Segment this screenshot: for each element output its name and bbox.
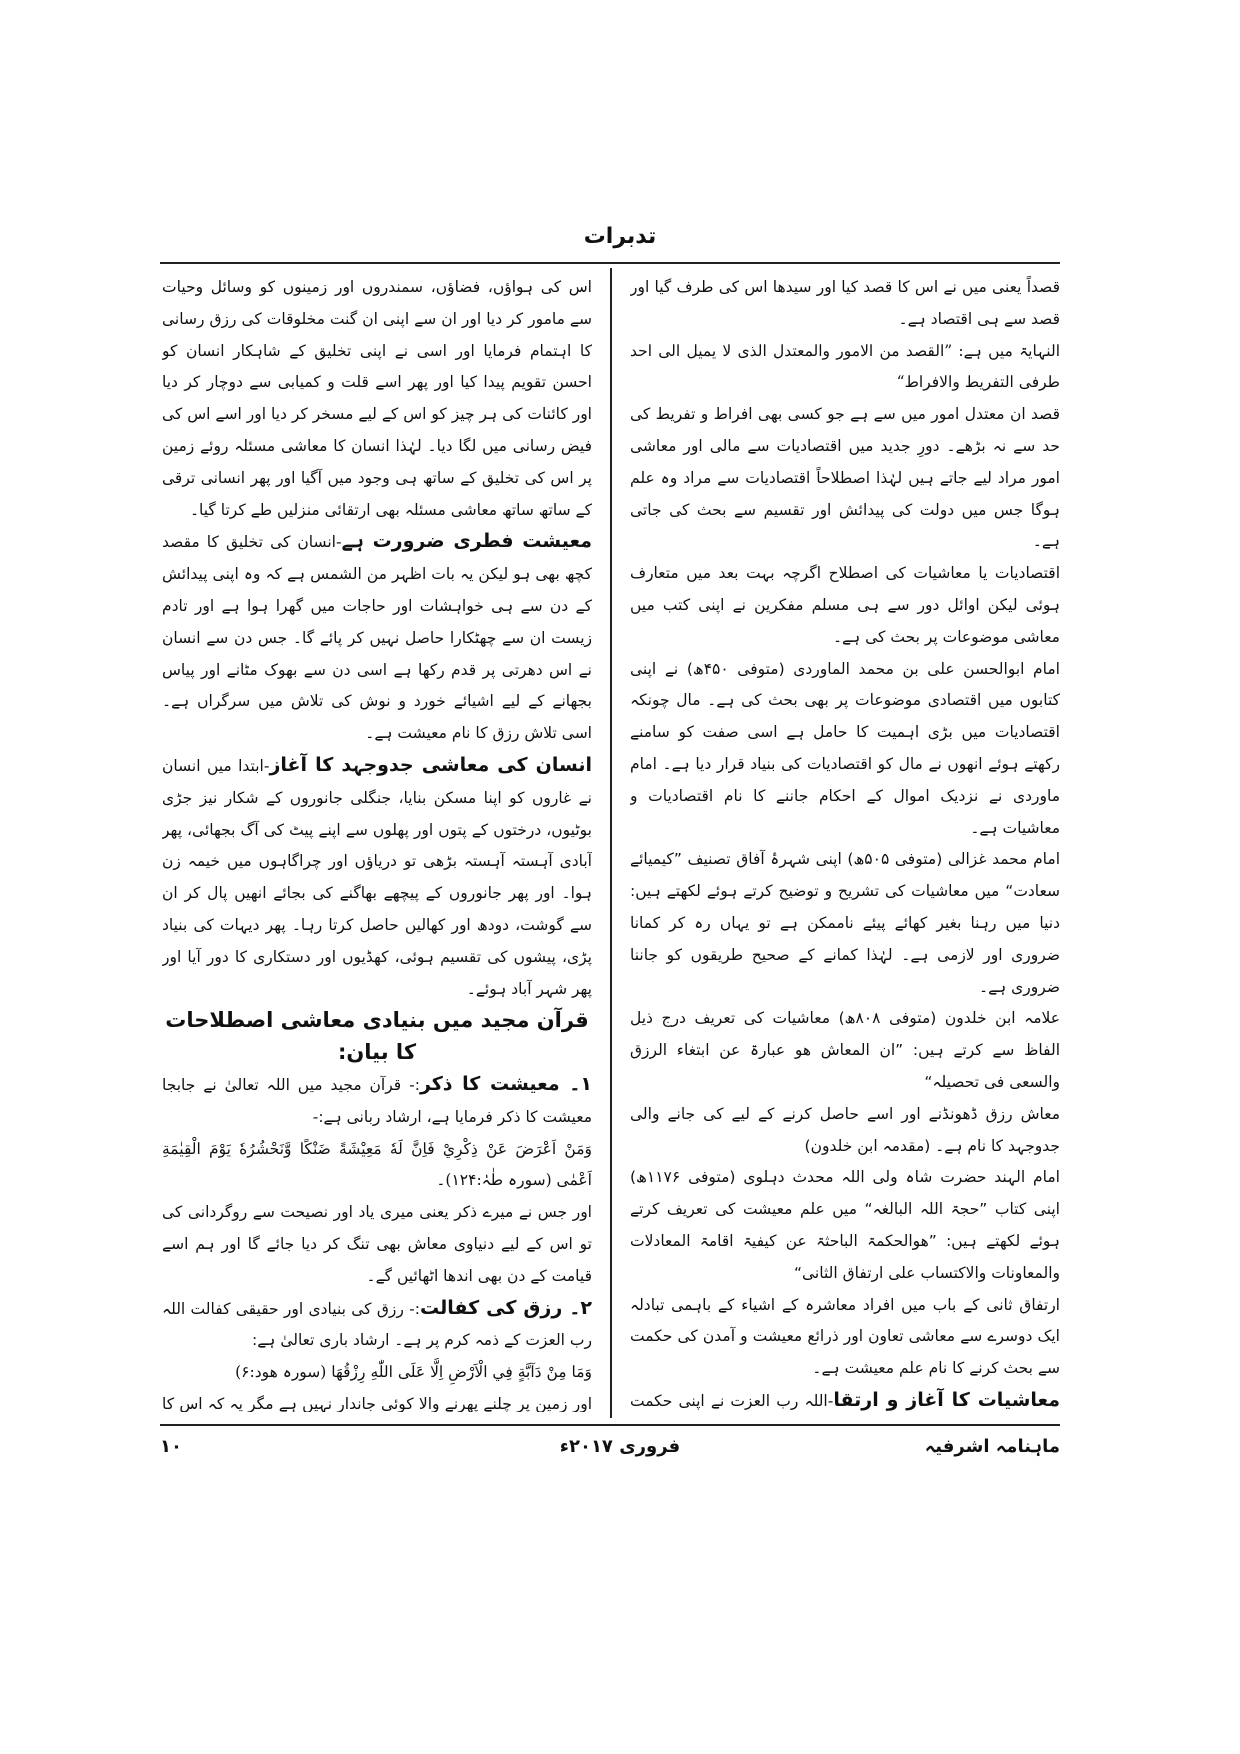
right-column: [630, 272, 1060, 1412]
paragraph: امام محمد غزالی (متوفی ۵۰۵ھ) اپنی شہرۂ آفاق تصنیف ”کیمیائے سعادت“ میں معاشیات کی تشریح و توضیح کرتے ہوئے لکھتے ہیں: دنیا میں رہنا بغیر کھائے پیئے ناممکن ہے تو یہاں رہ کر کمانا ضروری اور لازمی ہے۔ لہٰذا کمانے کے صحیح طریقوں کو جاننا ضروری ہے۔: [630, 850, 1060, 996]
paragraph-text: -انسان کی تخلیق کا مقصد کچھ بھی ہو لیکن یہ بات اظہر من الشمس ہے کہ وہ اپنی پیدائش کے دن سے ہی خواہشات اور حاجات میں گھرا ہوا ہے اور تادم زیست ان سے چھٹکارا حاصل نہیں کر پائے گا۔ جس دن سے انسان نے اس دھرتی پر قدم رکھا ہے اسی دن سے بھوک مٹانے اور پیاس بجھانے کے لیے اشیائے خورد و نوش کی تلاش میں سرگراں ہے۔ اسی تلاش رزق کا نام معیشت ہے۔: [162, 533, 592, 743]
main-section-heading: قرآن مجید میں بنیادی معاشی اصطلاحات کا بیان:: [165, 1008, 589, 1065]
paragraph: معاش رزق ڈھونڈنے اور اسے حاصل کرنے کے لیے کی جانے والی جدوجہد کا نام ہے۔ (مقدمہ ابن خلدون): [630, 1104, 1060, 1155]
quran-verse: وَمَا مِنْ دَآبَّةٍ فِي الْاَرْضِ اِلَّا عَلَى اللّٰهِ رِزْقُهَا (سورہ ھود:۶): [235, 1363, 592, 1382]
paragraph: قصداً یعنی میں نے اس کا قصد کیا اور سیدھا اس کی طرف گیا اور قصد سے ہی اقتصاد ہے۔: [630, 278, 1060, 328]
section-heading: معاشیات کا آغاز و ارتقا: [833, 1388, 1060, 1411]
issue-date: فروری ۲۰۱۷ء: [559, 1436, 681, 1457]
paragraph: [162, 1293, 592, 1358]
paragraph-text: :- رزق کی بنیادی اور حقیقی کفالت اللہ رب العزت کے ذمہ کرم پر ہے۔ ارشاد باری تعالیٰ ہے:: [162, 1299, 592, 1350]
paragraph: اقتصادیات یا معاشیات کی اصطلاح اگرچہ بہت بعد میں متعارف ہوئی لیکن اوائل دور سے ہی مسلم مفکرین نے اپنی کتب میں معاشی موضوعات پر بحث کی ہے۔: [630, 564, 1060, 646]
paragraph: النہایۃ میں ہے: ”القصد من الامور والمعتدل الذی لا یمیل الی احد طرفی التفریط والافراط“: [630, 341, 1060, 392]
paragraph: علامہ ابن خلدون (متوفی ۸۰۸ھ) معاشیات کی تعریف درج ذیل الفاظ سے کرتے ہیں: ”ان المعاش ھو عبارۃ عن ابتغاء الرزق والسعی فی تحصیلہ“: [630, 1009, 1060, 1091]
paragraph: امام ابوالحسن علی بن محمد الماوردی (متوفی ۴۵۰ھ) نے اپنی کتابوں میں اقتصادی موضوعات پر بھی بحث کی ہے۔ مال چونکہ اقتصادیات میں بڑی اہمیت کا حامل ہے اسی صفت کو سامنے رکھتے ہوئے انھوں نے مال کو اقتصادیات کی بنیاد قرار دیا ہے۔ امام ماوردی نے نزدیک اموال کے احکام جاننے کا نام اقتصادیات و معاشیات ہے۔: [630, 659, 1060, 837]
paragraph: [630, 1385, 1060, 1412]
section-heading: معیشت فطری ضرورت ہے: [341, 530, 592, 553]
magazine-title: ماہنامہ اشرفیہ: [924, 1436, 1060, 1457]
section-heading: انسان کی معاشی جدوجہد کا آغاز: [269, 753, 592, 776]
paragraph-text: -ابتدا میں انسان نے غاروں کو اپنا مسکن بنایا، جنگلی جانوروں کے شکار نیز جڑی بوٹیوں، درختوں کے پتوں اور پھلوں سے اپنے پیٹ کی آگ بجھائی، پھر آبادی آہستہ آہستہ بڑھی تو دریاؤں اور چراگاہوں میں خیمہ زن ہوا۔ اور پھر جانوروں کے پیچھے بھاگنے کی بجائے انھیں پال کر ان سے گوشت، دودھ اور کھالیں حاصل کرتا رہا۔ پھر دیہات کی بنیاد پڑی، پیشوں کی تقسیم ہوئی، کھڈیوں اور دستکاری کا دور آیا اور پھر شہر آباد ہوئے۔: [162, 756, 592, 998]
page-number: ۱۰: [160, 1436, 182, 1457]
left-column: [162, 272, 592, 1412]
item-heading: ۱۔ معیشت کا ذکر: [419, 1072, 592, 1095]
paragraph: [162, 750, 592, 1005]
paragraph: ارتفاق ثانی کے باب میں افراد معاشرہ کے اشیاء کے باہمی تبادلہ ایک دوسرے سے معاشی تعاون اور ذرائع معیشت و آمدن کی حکمت سے بحث کرنے کا نام علم معیشت ہے۔: [630, 1295, 1060, 1378]
item-heading: ۲۔ رزق کی کفالت: [420, 1296, 592, 1319]
paragraph: اور جس نے میرے ذکر یعنی میری یاد اور نصیحت سے روگردانی کی تو اس کے لیے دنیاوی معاش بھی تنگ کر دیا جائے گا اور ہم اسے قیامت کے دن بھی اندھا اٹھائیں گے۔: [162, 1203, 592, 1285]
header-rule: [160, 262, 1060, 264]
quran-verse: وَمَنْ اَعْرَضَ عَنْ ذِكْرِيْ فَاِنَّ لَهٗ مَعِيْشَةً ضَنْكًا وَّنَحْشُرُهٗ يَوْمَ الْقِيٰمَةِ اَعْمٰى (سورہ طٰہٰ:۱۲۴)۔: [162, 1139, 592, 1190]
page-header-title: تدبرات: [583, 224, 657, 249]
paragraph: اور زمین پر چلنے پھرنے والا کوئی جاندار نہیں ہے مگر یہ کہ اس کا: [162, 1394, 592, 1412]
paragraph: [162, 526, 592, 750]
footer-rule: [160, 1424, 1060, 1426]
paragraph-text: :- قرآن مجید میں اللہ تعالیٰ نے جابجا معیشت کا ذکر فرمایا ہے، ارشاد ربانی ہے:-: [162, 1075, 592, 1126]
paragraph-text: -اللہ رب العزت نے اپنی حکمت: [630, 1391, 834, 1410]
paragraph: قصد ان معتدل امور میں سے ہے جو کسی بھی افراط و تفریط کی حد سے نہ بڑھے۔ دورِ جدید میں اقتصادیات سے مالی اور معاشی امور مراد لیے جاتے ہیں لہٰذا اصطلاحاً اقتصادیات سے مراد وہ علم ہوگا جس میں دولت کی پیدائش اور تقسیم سے بحث کی جاتی ہے۔: [630, 405, 1060, 551]
column-divider: [610, 268, 612, 1418]
paragraph: [162, 1069, 592, 1134]
paragraph: اس کی ہواؤں، فضاؤں، سمندروں اور زمینوں کو وسائل وحیات سے مامور کر دیا اور ان سے اپنی ان گنت مخلوقات کی رزق رسانی کا اہتمام فرمایا اور اسی نے اپنی تخلیق کے شاہکار انسان کو احسن تقویم پیدا کیا اور پھر اسے قلت و کمیابی سے دوچار کر دیا اور کائنات کی ہر چیز کو اس کے لیے مسخر کر دیا اور اسے اس کی فیض رسانی میں لگا دیا۔ لہٰذا انسان کا معاشی مسئلہ روئے زمین پر اس کی تخلیق کے ساتھ ہی وجود میں آگیا اور پھر انسانی ترقی کے ساتھ ساتھ معاشی مسئلہ بھی ارتقائی منزلیں طے کرتا گیا۔: [162, 278, 592, 519]
paragraph: امام الہند حضرت شاہ ولی اللہ محدث دہلوی (متوفی ۱۱۷۶ھ) اپنی کتاب ”حجۃ اللہ البالغہ“ میں علم معیشت کی تعریف کرتے ہوئے لکھتے ہیں: ”ھوالحکمۃ الباحثۃ عن کیفیۃ اقامۃ المعادلات والمعاونات والاکتساب علی ارتفاق الثانی“: [630, 1168, 1060, 1282]
